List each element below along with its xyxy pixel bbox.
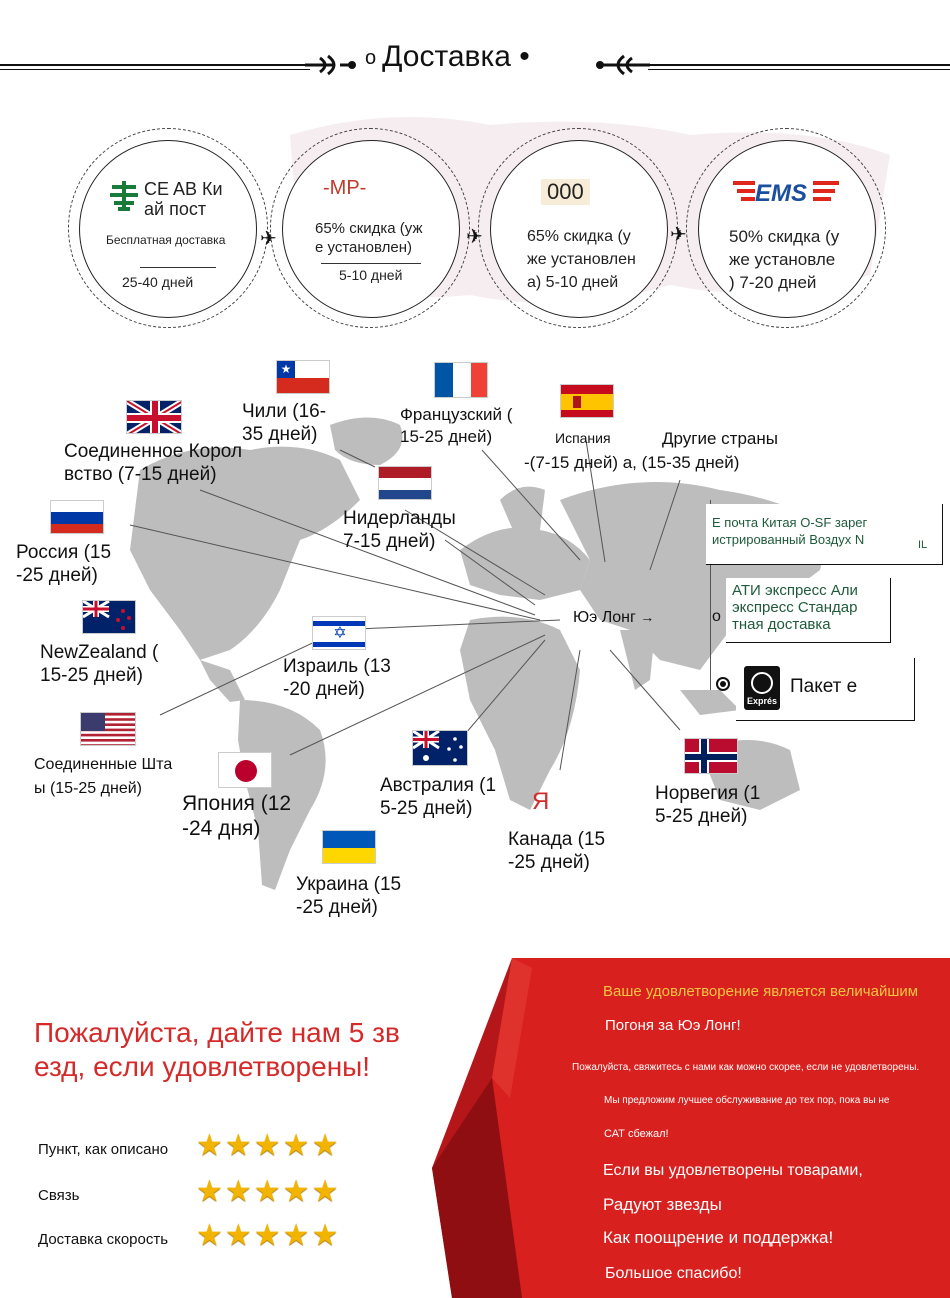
panel-chase: Погоня за Юэ Лонг! [605,1017,741,1034]
origin-label: Юэ Лонг → [573,609,655,626]
service-china-post-text: E почта Китая O-SF зарег истрированный Воздух N [712,515,868,547]
label-uk: Соединенное Корол вство (7-15 дней) [64,441,243,485]
panel-line-2: Радуют звезды [603,1195,722,1214]
flag-israel-icon: ✡ [312,616,366,650]
flag-ukraine-icon [322,830,376,864]
china-post-name: CE AB Ки ай пост [144,179,223,219]
service-aliexpress-text: АТИ экспресс Али экспресс Стандар тная доставка [732,582,858,633]
header-rule-left [0,64,310,66]
page-title: o Доставка • [365,40,530,73]
rating-stars-shipping: ★★★★★ [196,1219,341,1252]
panel-small-1: Пожалуйста, свяжитесь с нами как можно скорее, если не удовлетворены. [572,1062,920,1073]
service-packet-text: Пакет е [790,676,858,697]
label-russia: Россия (15 -25 дней) [16,542,112,586]
mp-divider [321,263,421,264]
flag-france-icon [434,362,488,398]
label-newzealand: NewZealand ( 15-25 дней) [40,642,159,686]
plane-icon-2: ✈ [466,226,483,248]
flag-japan-icon [218,752,272,788]
carrier-000-logo: 000 [541,179,590,205]
label-canada: Канада (15 -25 дней) [508,829,606,873]
flag-newzealand-icon [82,600,136,634]
header-rule-right [648,64,950,66]
flag-uk-icon [126,400,182,434]
label-other-countries: Другие страны [662,429,778,448]
carrier-000 [490,140,668,318]
header-rule-left-thin [0,69,310,70]
panel-line-1: Если вы удовлетворены товарами, [603,1162,863,1179]
rating-row-label-shipping: Доставка скорость [38,1231,169,1248]
plane-icon-3: ✈ [670,224,687,246]
carrier-ems [698,140,876,318]
ems-discount: 50% скидка (у же установле ) 7-20 дней [729,227,840,292]
ems-logo-icon [733,177,841,205]
china-post-divider [140,267,216,268]
flag-norway-icon [684,738,738,774]
service-aliexpress-standard [726,578,891,643]
mp-logo-text: -MP- [323,177,367,199]
mp-discount: 65% скидка (уж е установлен) [315,220,423,256]
panel-headline: Ваше удовлетворение является величайшим [603,983,919,1000]
panel-line-4: Большое спасибо! [605,1265,742,1282]
ems-logo-text: EMS [755,180,808,205]
label-japan: Япония (12 -24 дня) [182,792,292,840]
rating-stars-communication: ★★★★★ [196,1175,341,1208]
service-china-post-registered [706,504,943,565]
rating-title: Пожалуйста, дайте нам 5 зв езд, если удовлетворены! [34,1017,400,1082]
label-spain: Испания [555,430,611,446]
carrier-000-discount: 65% скидка (у же установлен а) 5-10 дней [527,228,636,291]
label-france: Французский ( 15-25 дней) [400,405,513,446]
service-china-post-tag: IL [918,539,928,551]
china-post-logo-icon [108,179,140,213]
carrier-mp [282,140,460,318]
header-rule-right-thin [648,69,950,70]
ornament-right-icon [592,50,652,80]
carrier-china-post [79,140,257,318]
label-canada-mark: Я [532,788,550,815]
label-usa: Соединенные Шта ы (15-25 дней) [34,756,173,797]
service-packet [736,658,915,721]
plane-icon-1: ✈ [260,228,277,250]
panel-small-3: САТ сбежал! [604,1128,669,1140]
rating-row-label-description: Пункт, как описано [38,1141,169,1158]
rating-stars-description: ★★★★★ [196,1129,341,1162]
label-ukraine: Украина (15 -25 дней) [296,874,402,918]
flag-spain-icon [560,384,614,418]
flag-netherlands-icon [378,466,432,500]
origin-bullet: o [712,608,721,625]
ornament-left-icon [300,50,360,80]
packet-bullet-icon [716,677,730,691]
label-chile: Чили (16- 35 дней) [242,401,327,445]
panel-line-3: Как поощрение и поддержка! [603,1228,834,1247]
packet-express-logo-icon: Exprés [744,666,780,710]
rating-row-label-communication: Связь [38,1187,80,1204]
label-netherlands: Нидерланды 7-15 дней) [343,508,456,552]
label-norway: Норвегия (1 5-25 дней) [655,783,761,827]
label-australia: Австралия (1 5-25 дней) [380,775,497,819]
flag-australia-icon [412,730,468,766]
flag-chile-icon: ★ [276,360,330,394]
china-post-days: 25-40 дней [122,274,194,290]
panel-small-2: Мы предложим лучшее обслуживание до тех пор, пока вы не [604,1095,890,1106]
flag-russia-icon [50,500,104,534]
flag-usa-icon [80,712,136,746]
china-post-free-shipping: Бесплатная доставка [106,233,226,247]
label-spain-other-days: -(7-15 дней) а, (15-35 дней) [524,453,740,472]
mp-days: 5-10 дней [339,267,403,283]
label-israel: Израиль (13 -20 дней) [283,656,391,700]
